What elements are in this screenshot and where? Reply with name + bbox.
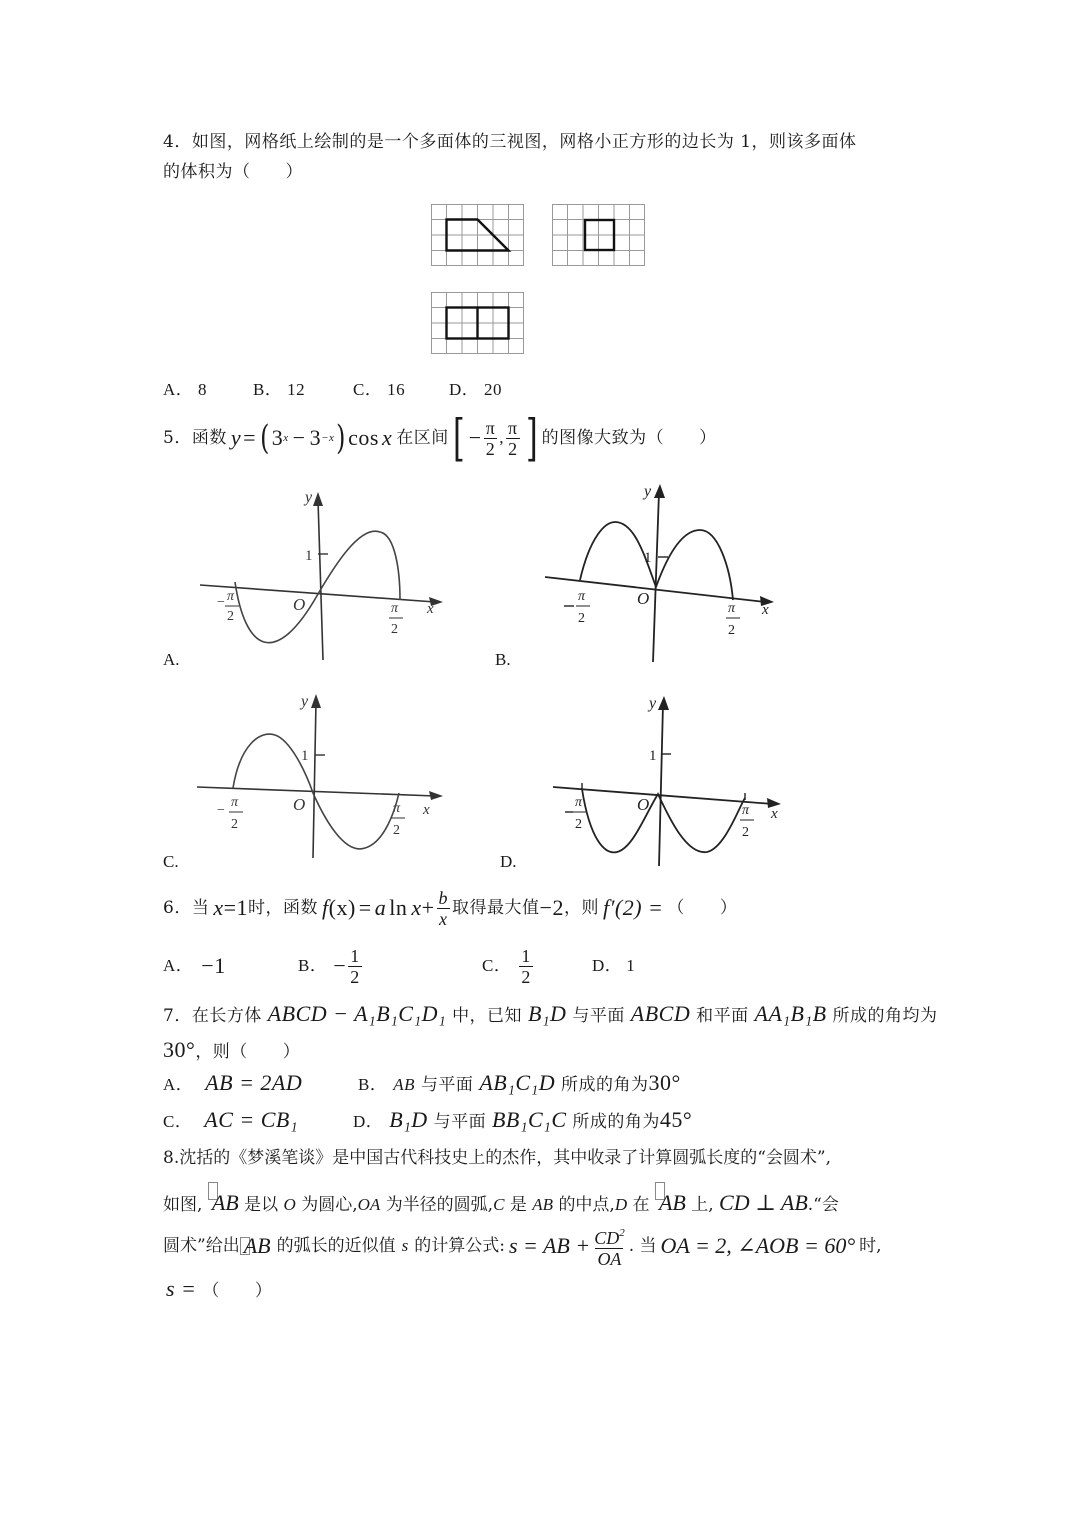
q6-ln: ln <box>389 895 408 920</box>
q8-formula-lhs: s = AB + <box>508 1233 591 1258</box>
q5-mid: 在区间 <box>396 428 449 448</box>
q8-l2b: 是以 <box>244 1195 279 1215</box>
q7-seg: B₁D <box>527 1001 567 1026</box>
svg-text:π: π <box>393 801 401 816</box>
q5-graph-d <box>545 690 795 870</box>
q7-solid: ABCD − A₁B₁C₁D₁ <box>267 1001 447 1026</box>
svg-text:2: 2 <box>728 623 735 638</box>
q8-l2g: 在 <box>632 1195 650 1215</box>
option-text: AB = 2AD <box>205 1070 303 1095</box>
svg-text:π: π <box>391 601 399 616</box>
option-sign: − <box>333 953 347 978</box>
q7-angle: 30° <box>163 1037 196 1062</box>
q7-t1: 在长方体 <box>191 1006 262 1026</box>
q8-blank: （ ） <box>202 1281 273 1301</box>
svg-text:x: x <box>771 806 778 822</box>
q8-OA: OA <box>357 1195 381 1214</box>
q6-fprime: f′(2) = <box>602 895 664 920</box>
q6-maxval: −2 <box>539 895 564 920</box>
q8-O: O <box>283 1195 296 1214</box>
option-pre: B₁D <box>389 1107 428 1132</box>
option-frac <box>348 946 362 987</box>
q5-frac-left <box>484 418 498 459</box>
q6-t2: 时，函数 <box>248 898 319 918</box>
q4-stem-line2: 的体积为（ ） <box>163 162 303 182</box>
q7-stem-line2 <box>163 1038 300 1064</box>
q5-graph-c-label: C. <box>163 852 179 871</box>
svg-text:−: − <box>217 595 225 610</box>
q6-t4: ，则 <box>563 898 599 918</box>
q7-plane2: AA₁B₁B <box>754 1001 827 1026</box>
q6-t1: 当 <box>191 898 210 918</box>
option-label: D． <box>592 956 623 975</box>
q7-t5: 所成的角均为 <box>832 1006 938 1026</box>
option-text: AC = CB₁ <box>204 1107 298 1132</box>
svg-text:π: π <box>575 795 583 810</box>
q5-cos: cos <box>348 425 379 450</box>
q5-graph-b <box>540 482 790 667</box>
option-mid: 与平面 <box>420 1075 474 1095</box>
q5-frac-right <box>506 418 520 459</box>
q5-base1: 3 <box>271 425 284 450</box>
q4-side-view-grid <box>552 204 645 266</box>
q8-number: 8. <box>163 1148 180 1168</box>
option-label: B． <box>253 380 283 399</box>
svg-text:2: 2 <box>578 611 585 626</box>
q6-x2: x <box>411 895 422 920</box>
svg-text:1: 1 <box>305 548 313 564</box>
q6-option-b <box>298 940 364 992</box>
option-label: C． <box>353 380 383 399</box>
option-post: 所成的角为 <box>572 1112 660 1132</box>
svg-text:O: O <box>293 595 306 614</box>
svg-text:π: π <box>231 795 239 810</box>
svg-text:y: y <box>644 483 652 500</box>
svg-text:O: O <box>293 795 306 814</box>
q4-front-view-grid <box>431 204 524 266</box>
frac-num <box>592 1223 627 1248</box>
option-value: 12 <box>287 380 306 399</box>
frac-num: 1 <box>350 945 360 966</box>
q8-l2a: 如图, <box>163 1195 203 1215</box>
q8-l3d: . 当 <box>628 1236 657 1256</box>
q8-l2h: 上, <box>691 1195 714 1215</box>
option-label: A． <box>163 1075 194 1094</box>
svg-text:2: 2 <box>227 609 234 624</box>
q6-frac <box>437 888 451 929</box>
option-value: 8 <box>198 380 208 399</box>
q5-graph-c <box>195 690 455 865</box>
q7-t2: 中，已知 <box>452 1006 523 1026</box>
q5-base2: 3 <box>309 425 322 450</box>
q8-l2f: 的中点, <box>558 1195 615 1215</box>
q5-y: y <box>230 425 242 450</box>
frac-den: 2 <box>508 438 518 459</box>
q8-l2c: 为圆心, <box>301 1195 358 1215</box>
q8-l2d: 为半径的圆弧, <box>385 1195 494 1215</box>
svg-text:2: 2 <box>231 817 238 832</box>
svg-text:x: x <box>762 602 769 618</box>
option-pre: AB <box>393 1075 416 1094</box>
svg-text:2: 2 <box>393 823 400 838</box>
svg-text:x: x <box>427 601 434 617</box>
q8-arc-2: AB <box>658 1190 686 1215</box>
q6-number: 6． <box>163 898 192 918</box>
q7-plane1: ABCD <box>630 1001 691 1026</box>
q8-line2 <box>163 1182 839 1217</box>
frac-den: 2 <box>485 438 496 459</box>
option-plane: BB₁C₁C <box>491 1107 567 1132</box>
q8-line1-text: 沈括的《梦溪笔谈》是中国古代科技史上的杰作，其中收录了计算圆弧长度的“会圆术”, <box>179 1148 832 1168</box>
frac-den: x <box>439 908 448 929</box>
q6-fx: (x) <box>328 895 356 920</box>
svg-text:y: y <box>649 695 657 712</box>
q8-perp: CD ⊥ AB <box>719 1190 808 1215</box>
q5-prefix: 函数 <box>191 428 227 448</box>
q7-stem-line1 <box>163 1002 938 1028</box>
q5-graph-d-label: D. <box>500 852 517 871</box>
q8-l2e: 是 <box>509 1195 527 1215</box>
q7-option-d <box>353 1108 692 1134</box>
q6-plus: + <box>421 895 435 920</box>
option-label: A． <box>163 956 194 975</box>
svg-text:2: 2 <box>391 622 398 637</box>
q5-lbracket: [ <box>452 409 465 467</box>
q6-eq1: =1 <box>223 895 249 920</box>
svg-text:y: y <box>301 693 309 710</box>
q4-stem-line1 <box>163 130 857 154</box>
q8-l3b: 的弧长的近似值 <box>276 1236 396 1256</box>
q6-option-d <box>592 940 635 992</box>
q5-graph-a <box>195 490 455 665</box>
svg-text:2: 2 <box>742 825 749 840</box>
q8-l2i: .“会 <box>807 1195 839 1215</box>
q8-C: C <box>493 1195 505 1214</box>
svg-text:x: x <box>423 802 430 818</box>
q6-t3: 取得最大值 <box>452 898 540 918</box>
q5-minus: − <box>292 425 306 450</box>
frac-num-sup: 2 <box>619 1227 625 1239</box>
svg-text:1: 1 <box>644 550 652 566</box>
q8-s: s <box>401 1236 409 1255</box>
svg-text:y: y <box>305 490 313 506</box>
frac-num-text: CD <box>594 1228 620 1248</box>
q5-rparen: ) <box>336 418 347 458</box>
q8-cond: OA = 2, ∠AOB = 60° <box>660 1233 856 1258</box>
q8-s-eq: s = <box>166 1276 197 1301</box>
svg-text:O: O <box>637 589 650 608</box>
q8-l3c: 的计算公式: <box>414 1236 505 1256</box>
option-angle: 45° <box>659 1107 693 1132</box>
q5-graph-a-label: A. <box>163 650 180 669</box>
option-label: A． <box>163 380 194 399</box>
option-frac <box>519 946 533 987</box>
q7-number: 7． <box>163 1006 192 1026</box>
svg-text:−: − <box>217 803 225 818</box>
q8-formula-frac <box>592 1223 627 1269</box>
q6-x: x <box>213 895 224 920</box>
option-mid: 与平面 <box>433 1112 487 1132</box>
q5-eq: = <box>243 425 257 450</box>
q6-f: f <box>322 895 329 920</box>
q5-suffix: 的图像大致为（ ） <box>541 428 717 448</box>
q8-arc-3: AB <box>243 1233 271 1258</box>
q6-option-a <box>163 940 226 992</box>
q4-option-c <box>353 378 405 402</box>
q7-rest: ，则（ ） <box>195 1042 301 1062</box>
q6-stem <box>163 884 737 932</box>
q4-stem-text: 如图，网格纸上绘制的是一个多面体的三视图，网格小正方形的边长为 1，则该多面体 <box>191 132 857 152</box>
frac-num: 1 <box>521 945 531 966</box>
q5-exp1: x <box>283 432 289 444</box>
q7-option-c <box>163 1108 298 1134</box>
option-plane: AB₁C₁D <box>479 1070 556 1095</box>
q8-AB: AB <box>532 1195 554 1214</box>
q5-graph-b-label: B. <box>495 650 511 669</box>
svg-text:π: π <box>578 589 586 604</box>
q8-l3e: 时, <box>859 1236 882 1256</box>
option-post: 所成的角为 <box>561 1075 649 1095</box>
svg-text:1: 1 <box>649 748 657 764</box>
q5-neg: − <box>468 425 482 450</box>
frac-num: b <box>438 887 449 908</box>
q7-option-b <box>358 1071 681 1097</box>
q4-option-a <box>163 378 207 402</box>
option-value: 16 <box>387 380 406 399</box>
svg-text:π: π <box>728 601 736 616</box>
q5-stem <box>163 410 717 466</box>
q7-option-a <box>163 1071 302 1097</box>
q4-number: 4． <box>163 132 192 152</box>
q6-option-c <box>482 940 535 992</box>
option-value: 1 <box>626 956 636 975</box>
frac-num: π <box>485 417 496 438</box>
q5-exp2: −x <box>321 432 335 444</box>
q4-option-b <box>253 378 305 402</box>
option-label: B． <box>298 956 328 975</box>
frac-den: 2 <box>521 966 531 987</box>
q8-D: D <box>614 1195 628 1214</box>
option-value: −1 <box>201 953 226 978</box>
option-label: C． <box>163 1112 193 1131</box>
q8-line4 <box>166 1277 272 1303</box>
option-label: D． <box>449 380 480 399</box>
option-label: D． <box>353 1112 384 1131</box>
frac-den: 2 <box>350 966 360 987</box>
svg-text:O: O <box>637 795 650 814</box>
q4-option-d <box>449 378 502 402</box>
q6-a: a <box>374 895 387 920</box>
q6-blank: （ ） <box>667 898 738 918</box>
q6-eq2: = <box>358 895 372 920</box>
q8-line1 <box>163 1146 831 1170</box>
svg-text:π: π <box>227 589 235 604</box>
option-label: B． <box>358 1075 388 1094</box>
q7-t4: 和平面 <box>696 1006 749 1026</box>
q7-t3: 与平面 <box>572 1006 625 1026</box>
q5-number: 5． <box>163 428 192 448</box>
q5-cos-var: x <box>382 425 393 450</box>
option-angle: 30° <box>648 1070 681 1095</box>
frac-num: π <box>508 417 518 438</box>
q4-top-view-grid <box>431 292 524 354</box>
svg-text:2: 2 <box>575 817 582 832</box>
svg-text:π: π <box>742 803 750 818</box>
q8-arc: AB <box>211 1190 239 1215</box>
q5-rbracket: ] <box>525 409 538 467</box>
q5-comma: , <box>499 428 505 447</box>
q8-l3a: 圆术”给出 <box>163 1236 240 1256</box>
frac-den: OA <box>597 1249 622 1269</box>
q8-line3 <box>163 1218 882 1274</box>
option-value: 20 <box>484 380 503 399</box>
svg-text:1: 1 <box>301 748 309 764</box>
option-label: C． <box>482 956 512 975</box>
q5-lparen: ( <box>260 418 270 458</box>
